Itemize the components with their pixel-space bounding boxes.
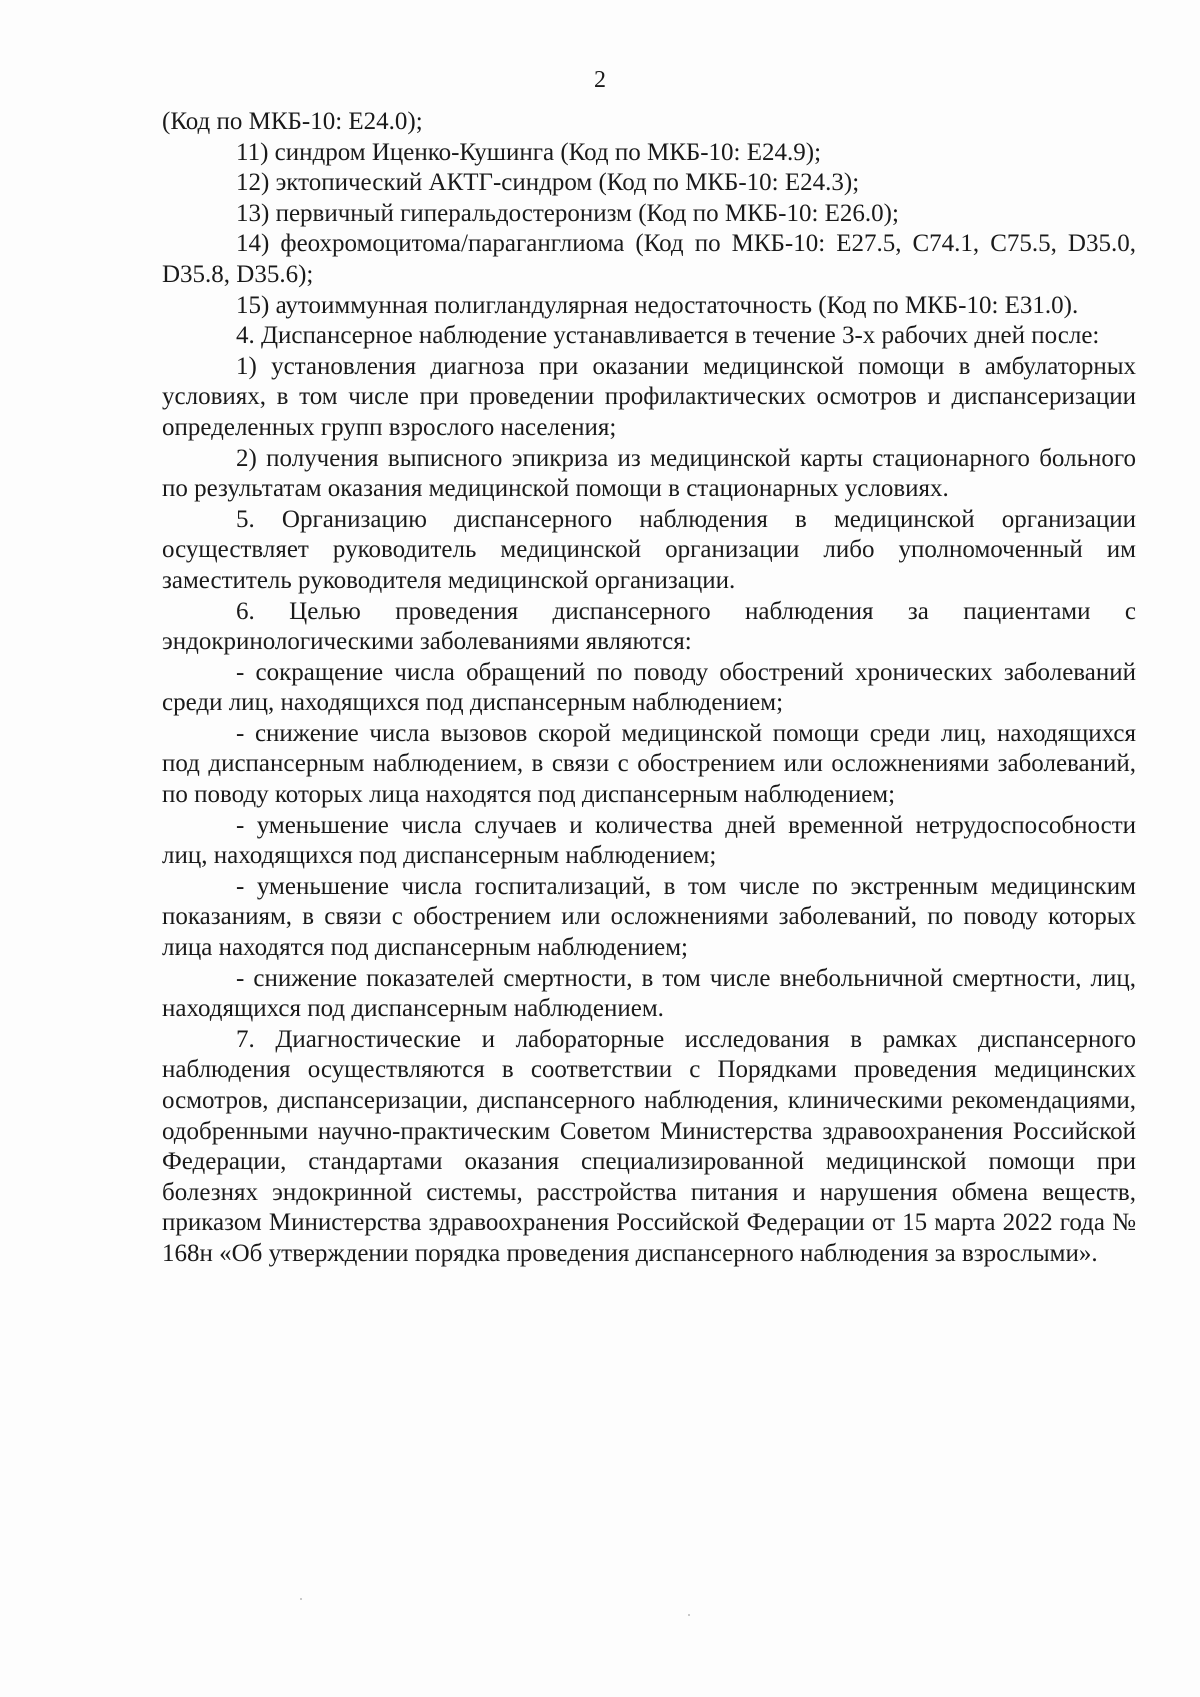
paragraph-section-5: 5. Организацию диспансерного наблюдения в медицинской организации осуществляет руководитель медицинской организации либо уполномоченный им заместитель руководителя медицинской организации. (162, 505, 1136, 594)
paragraph-section-4: 4. Диспансерное наблюдение устанавливается в течение 3-х рабочих дней после: (236, 322, 1100, 350)
document-body (162, 107, 1136, 1270)
scan-artifact-dot (688, 1614, 690, 1616)
paragraph-code-e24-0: (Код по МКБ-10: E24.0); (162, 108, 423, 135)
scan-artifact-dot (300, 1598, 302, 1600)
paragraph-goal-3: - уменьшение числа случаев и количества дней временной нетрудоспособности лиц, находящихся под диспансерным наблюдением; (162, 811, 1136, 870)
paragraph-section-4-item-1: 1) установления диагноза при оказании медицинской помощи в амбулаторных условиях, в том числе при проведении профилактических осмотров и диспансеризации определенных групп взрослого населения; (162, 352, 1136, 441)
paragraph-item-13: 13) первичный гиперальдостеронизм (Код по МКБ-10: E26.0); (236, 199, 899, 227)
paragraph-item-12: 12) эктопический АКТГ-синдром (Код по МКБ-10: E24.3); (236, 169, 860, 197)
paragraph-section-6: 6. Целью проведения диспансерного наблюдения за пациентами с эндокринологическими заболеваниями являются: (162, 597, 1136, 656)
paragraph-goal-5: - снижение показателей смертности, в том числе внебольничной смертности, лиц, находящихся под диспансерным наблюдением. (162, 964, 1136, 1023)
paragraph-item-14: 14) феохромоцитома/параганглиома (Код по МКБ-10: E27.5, C74.1, C75.5, D35.0, D35.8, D35.6); (162, 230, 1136, 288)
paragraph-item-11: 11) синдром Иценко-Кушинга (Код по МКБ-10: E24.9); (236, 138, 822, 166)
paragraph-goal-2: - снижение числа вызовов скорой медицинской помощи среди лиц, находящихся под диспансерным наблюдением, в связи с обострением или осложнениями заболеваний, по поводу которых лица находятся под диспансерным наблюдением; (162, 719, 1136, 809)
paragraph-goal-1: - сокращение числа обращений по поводу обострений хронических заболеваний среди лиц, находящихся под диспансерным наблюдением; (162, 658, 1136, 717)
paragraph-section-7: 7. Диагностические и лабораторные исследования в рамках диспансерного наблюдения осуществляются в соответствии с Порядками проведения медицинских осмотров, диспансеризации, диспансерного наблюдения, клиническими рекомендациями, одобренными научно-практическим Советом Министерства здравоохранения Российской Федерации, стандартами оказания специализированной медицинской помощи при болезнях эндокринной системы, расстройства питания и нарушения обмена веществ, приказом Министерства здравоохранения Российской Федерации от 15 марта 2022 года № 168н «Об утверждении порядка проведения диспансерного наблюдения за взрослыми». (162, 1025, 1136, 1267)
page-number: 2 (594, 67, 606, 93)
paragraph-item-15: 15) аутоиммунная полигландулярная недостаточность (Код по МКБ-10: E31.0). (236, 291, 1079, 319)
paragraph-goal-4: - уменьшение числа госпитализаций, в том числе по экстренным медицинским показаниям, в связи с обострением или осложнениями заболеваний, по поводу которых лица находятся под диспансерным наблюдением; (162, 872, 1136, 962)
paragraph-section-4-item-2: 2) получения выписного эпикриза из медицинской карты стационарного больного по результатам оказания медицинской помощи в стационарных условиях. (162, 444, 1136, 503)
